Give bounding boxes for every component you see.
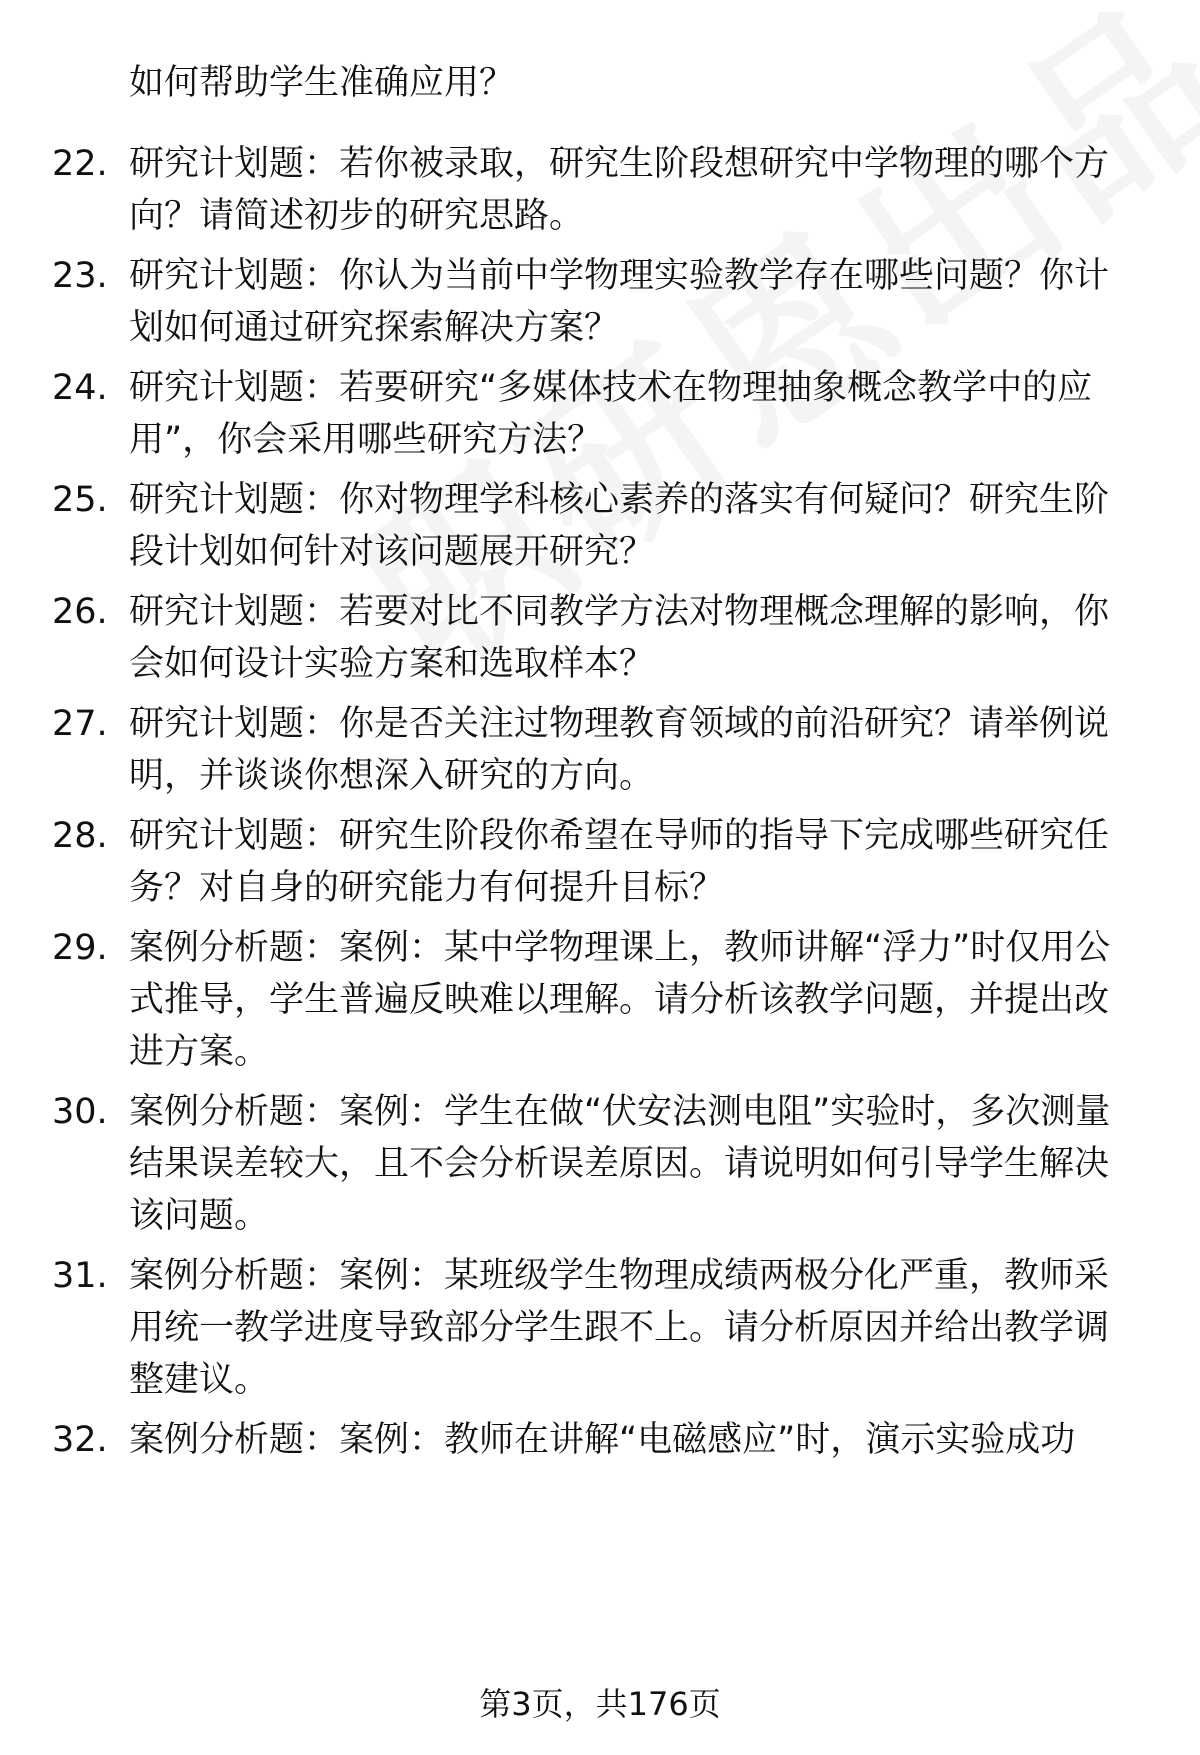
page-footer: 第3页，共176页 bbox=[479, 1685, 721, 1723]
question-number: 32. bbox=[52, 1420, 108, 1460]
question-text: 研究计划题：若要研究“多媒体技术在物理抽象概念教学中的应用”，你会采用哪些研究方法？ bbox=[129, 368, 1093, 460]
question-number: 27. bbox=[52, 704, 108, 744]
question-text: 研究计划题：若你被录取，研究生阶段想研究中学物理的哪个方向？请简述初步的研究思路。 bbox=[129, 144, 1110, 236]
question-number: 30. bbox=[52, 1092, 108, 1132]
question-number: 29. bbox=[52, 928, 108, 968]
question-text: 案例分析题：案例：教师在讲解“电磁感应”时，演示实验成功 bbox=[129, 1420, 1076, 1460]
question-text: 案例分析题：案例：某班级学生物理成绩两极分化严重，教师采用统一教学进度导致部分学生跟不上。请分析原因并给出教学调整建议。 bbox=[129, 1256, 1110, 1400]
question-text: 案例分析题：案例：某中学物理课上，教师讲解“浮力”时仅用公式推导，学生普遍反映难以理解。请分析该教学问题，并提出改进方案。 bbox=[129, 928, 1111, 1072]
question-number: 26. bbox=[52, 592, 108, 632]
question-number: 23. bbox=[52, 256, 108, 296]
question-text: 研究计划题：你对物理学科核心素养的落实有何疑问？研究生阶段计划如何针对该问题展开研究？ bbox=[129, 480, 1110, 572]
question-number: 28. bbox=[52, 816, 108, 856]
question-text: 研究计划题：你是否关注过物理教育领域的前沿研究？请举例说明，并谈谈你想深入研究的方向。 bbox=[129, 704, 1110, 796]
question-text: 案例分析题：案例：学生在做“伏安法测电阻”实验时，多次测量结果误差较大，且不会分析误差原因。请说明如何引导学生解决该问题。 bbox=[129, 1092, 1111, 1236]
question-text: 研究计划题：若要对比不同教学方法对物理概念理解的影响，你会如何设计实验方案和选取样本？ bbox=[129, 592, 1110, 684]
question-text: 研究计划题：你认为当前中学物理实验教学存在哪些问题？你计划如何通过研究探索解决方案？ bbox=[129, 256, 1110, 348]
question-number: 22. bbox=[52, 144, 108, 184]
question-number: 24. bbox=[52, 368, 108, 408]
question-number: 25. bbox=[52, 480, 108, 520]
question-text: 研究计划题：研究生阶段你希望在导师的指导下完成哪些研究任务？对自身的研究能力有何提升目标？ bbox=[129, 816, 1110, 908]
question-number: 31. bbox=[52, 1256, 108, 1296]
continuation-text: 如何帮助学生准确应用？ bbox=[129, 63, 515, 103]
